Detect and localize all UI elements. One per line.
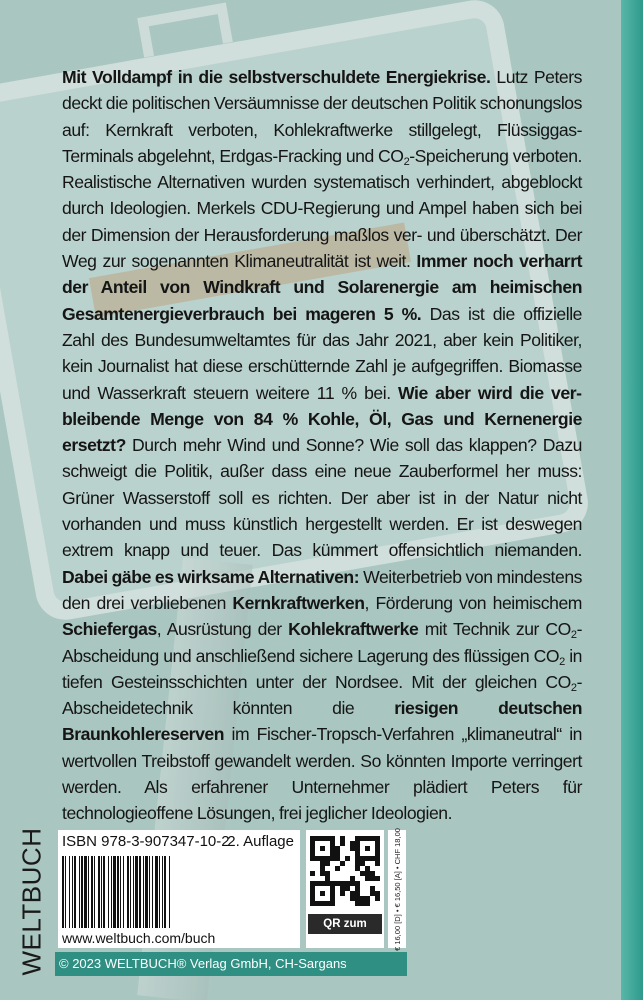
- blurb-text: , Ausrüstung der: [156, 619, 289, 640]
- barcode: [62, 856, 296, 928]
- blurb-text: -Abscheidetechnik könnten die: [62, 671, 582, 719]
- copyright-bar: © 2023 WELTBUCH® Verlag GmbH, CH-Sargans: [55, 952, 407, 976]
- blurb-highlight: Wie aber wird die verbleibende Menge von 84 % Kohle, Öl, Gas und Kernenergie ersetzt?: [62, 382, 582, 456]
- blurb-highlight: riesigen deutschen Braunkohlereserven: [62, 698, 582, 745]
- qr-label: QR zum Buch: [308, 914, 382, 934]
- publisher-logo: [12, 822, 52, 980]
- qr-code-box[interactable]: [306, 830, 384, 948]
- edition-label: 2. Auflage: [227, 833, 294, 850]
- blurb-text: Lutz Peters deckt die politischen Versäumnisse der deutschen Politik schonungslos auf: Kernkraft verboten, Kohlekraftwerke stillgelegt, Flüssiggas-Terminals abgelehnt, Erdgas-Fracking und CO: [62, 67, 582, 166]
- qr-module: [375, 901, 380, 906]
- blurb-highlight: Dabei gäbe es wirksame Alternativen:: [62, 566, 360, 587]
- blurb-highlight: Schiefergas: [62, 619, 157, 640]
- blurb-headline: Mit Volldampf in die selbstverschuldete Energiekrise.: [62, 67, 491, 87]
- subscript: 2: [559, 655, 565, 668]
- blurb-text: im Fischer-Tropsch-Verfahren „klimaneutral“ in wertvollen Treibstoff gewandelt werden. So könnten Importe verringert werden. Als erfahrener Unternehmer plädiert Peters für technologieoffene Lösungen, frei jeglicher Ideologien.: [62, 724, 582, 824]
- publisher-website: www.weltbuch.com/buch: [62, 930, 216, 946]
- isbn-number: ISBN 978-3-907347-10-2: [62, 833, 230, 850]
- blurb-text: , Förderung von heimischem: [364, 592, 582, 613]
- blurb-text: Das ist die offizielle Zahl des Bundesumweltamtes für das Jahr 2021, aber kein Politiker, kein Journalist hat diese erschütternde Zahl je aufgegriffen. Biomasse und Wasserkraft steuern weitere 11 % bei.: [62, 303, 582, 403]
- barcode-bar: [170, 856, 172, 928]
- blurb-highlight: Kernkraftwerken: [232, 592, 365, 613]
- isbn-barcode-box: [58, 830, 300, 948]
- blurb-text: Durch mehr Wind und Sonne? Wie soll das klappen? Dazu schweigt die Politik, außer dass eine neue Zauberformel her muss: Grüner Wasserstoff soll es richten. Der aber ist in der Natur nicht vorhanden und muss künstlich hergestellt werden. Er ist deswegen extrem knapp und teuer. Das kümmert offensichtlich niemanden.: [62, 435, 582, 561]
- blurb-text: -Abscheidung und anschließend sichere Lagerung des flüssigen CO: [62, 619, 582, 666]
- publisher-logo-text: WELTBUCH: [16, 827, 47, 975]
- subscript: 2: [570, 681, 577, 694]
- blurb-highlight: Immer noch verharrt der Anteil von Windkraft und Solarenergie am heimischen Gesamtenergieverbrauch bei mageren 5 %.: [62, 251, 582, 324]
- subscript: 2: [570, 629, 577, 642]
- back-cover-blurb: [62, 64, 582, 827]
- blurb-text: Weiterbetrieb von mindestens den drei verbliebenen: [62, 566, 583, 613]
- price-text: € 16,00 [D] • € 16,50 [A] • CHF 18,00: [392, 827, 402, 951]
- blurb-text: mit Technik zur CO: [418, 619, 571, 640]
- subscript: 2: [403, 155, 410, 168]
- spine-edge-strip: [621, 0, 643, 1000]
- blurb-text: -Speicherung verboten. Realistische Alternativen wurden systematisch verhindert, abgeblockt durch Ideologien. Merkels CDU-Regierung und Ampel haben sich bei der Dimension der Herausforderung maßlos ver- und überschätzt. Der Weg zur sogenannten Klimaneutralität ist weit.: [62, 145, 582, 272]
- price-strip: [388, 827, 406, 951]
- blurb-highlight: Kohlekraftwerke: [288, 619, 419, 640]
- blurb-text: in tiefen Gesteinsschichten unter der Nordsee. Mit der gleichen CO: [62, 645, 582, 692]
- qr-code[interactable]: [310, 836, 380, 906]
